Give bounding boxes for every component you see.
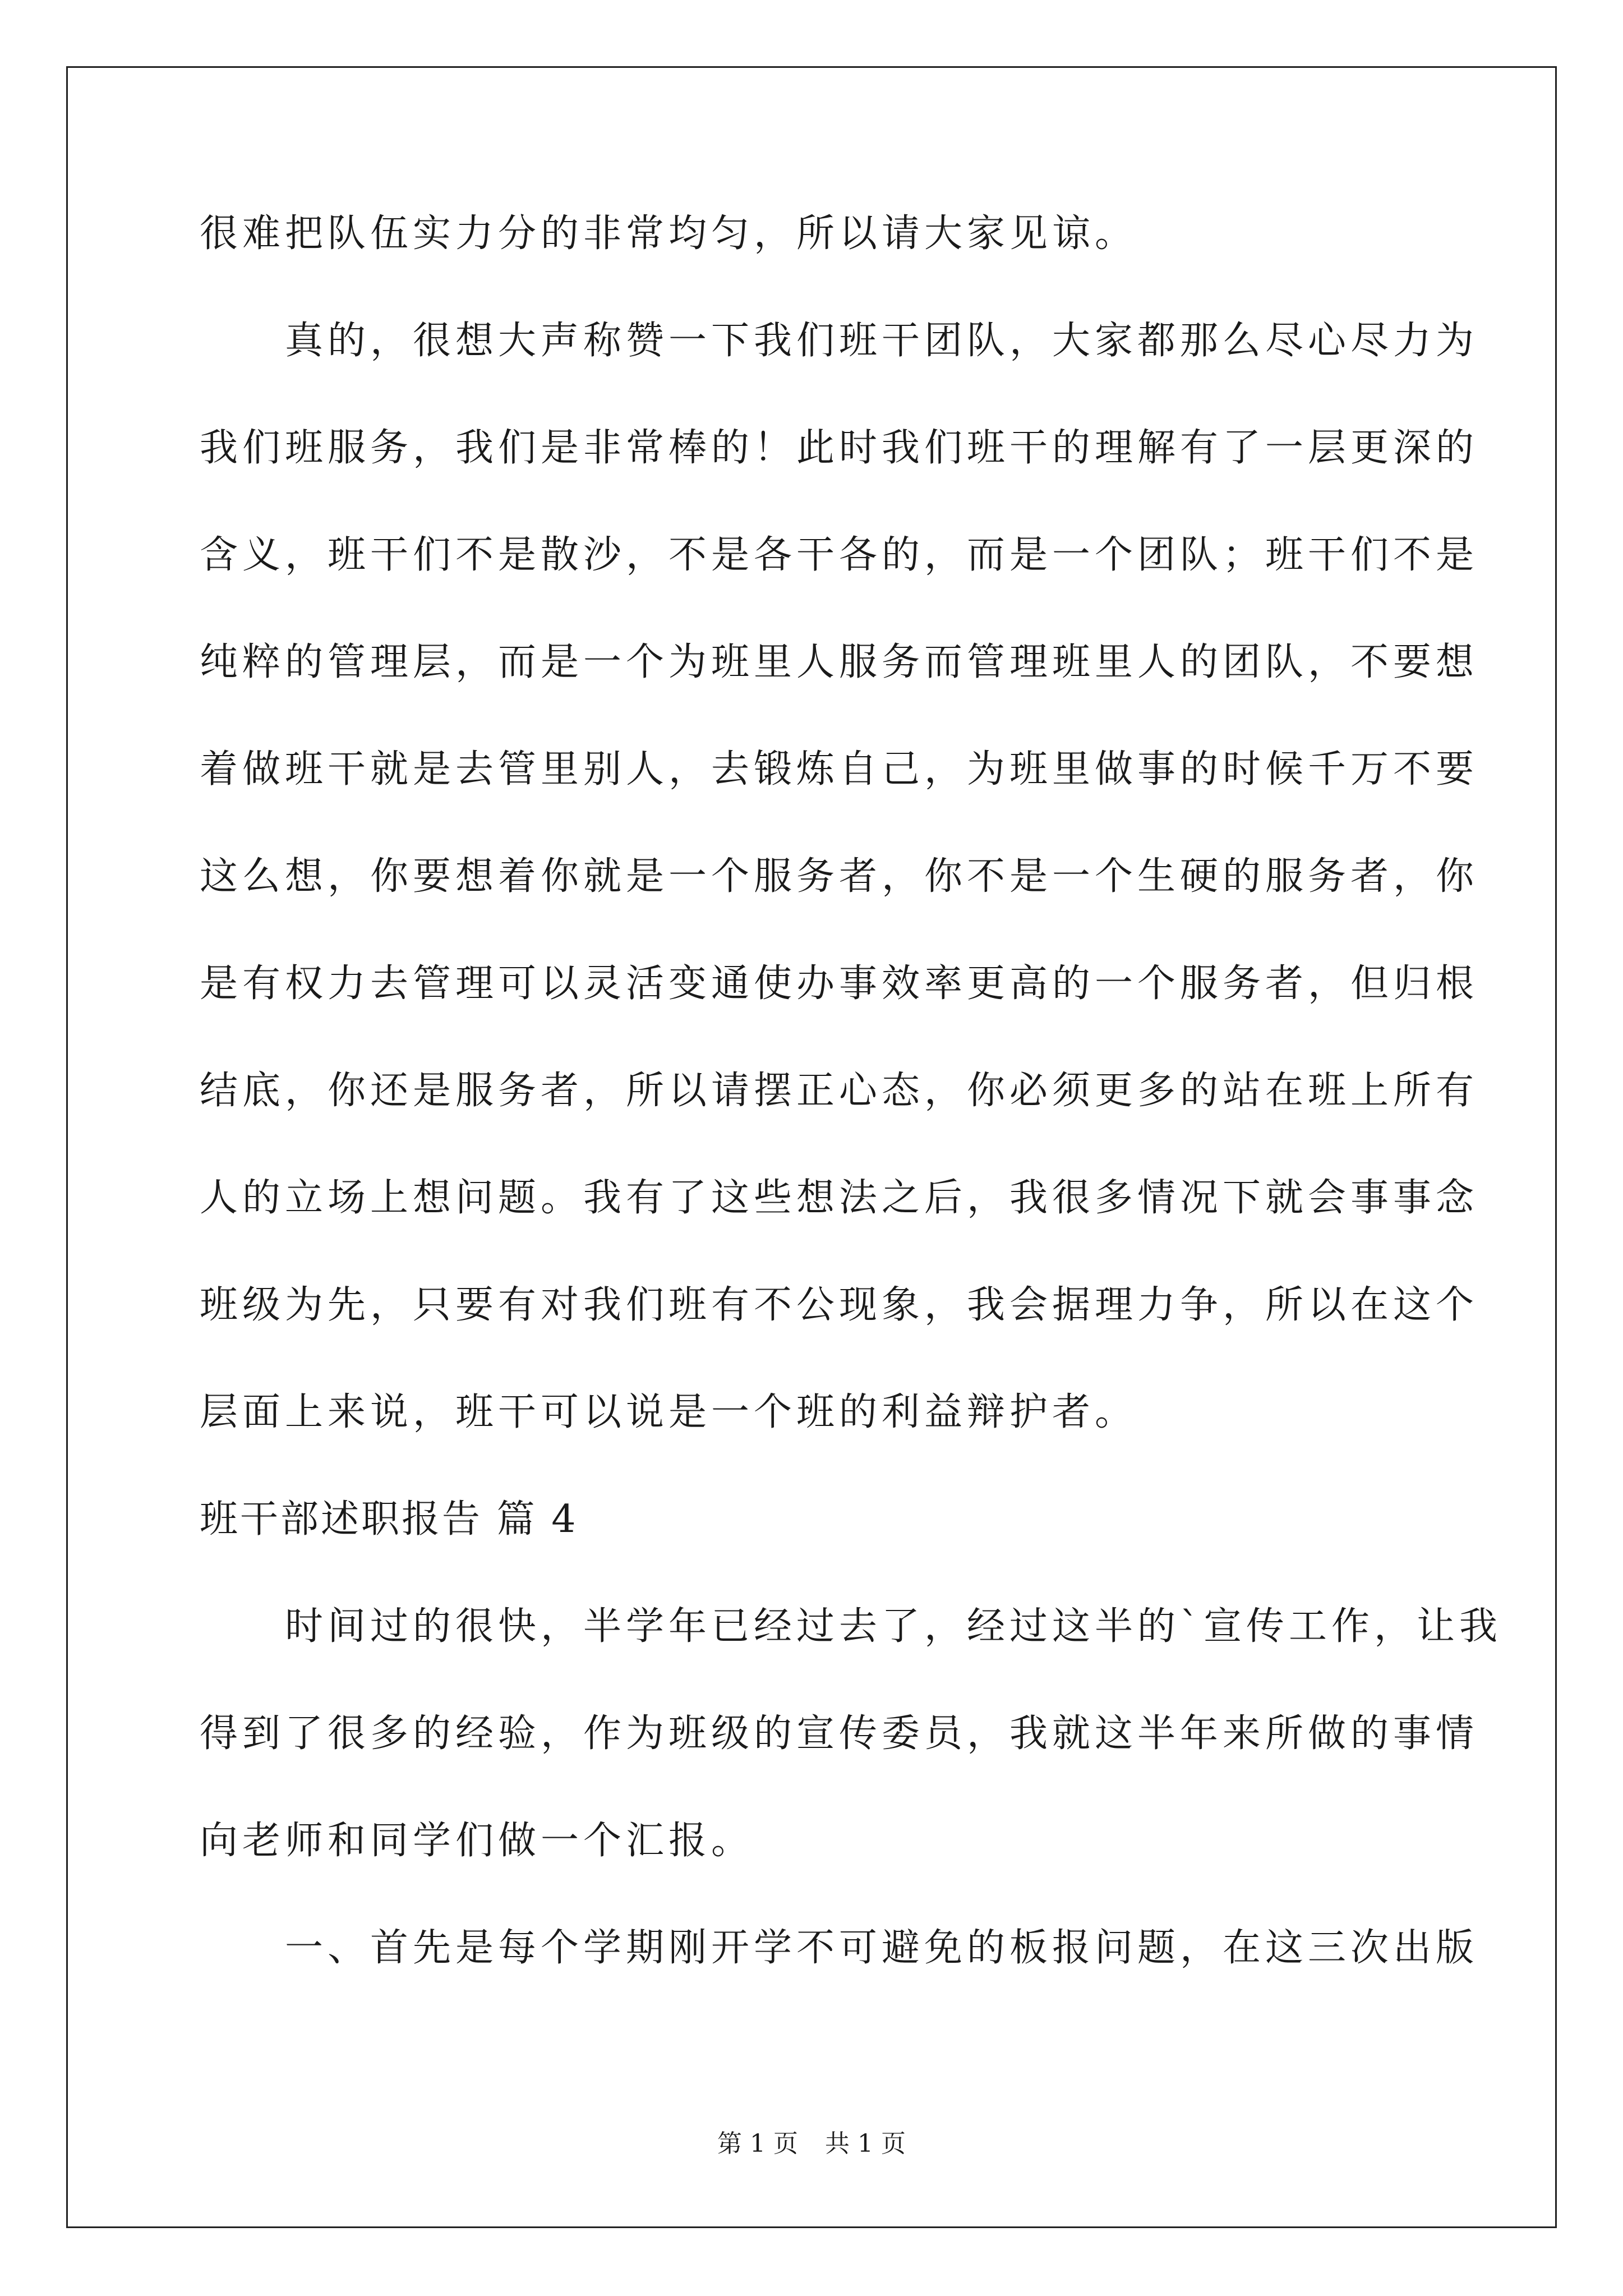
text-line: 向老师和同学们做一个汇报。 [200, 1819, 754, 1863]
text-line: 时间过的很快，半学年已经过去了，经过这半的`宣传工作，让我 [285, 1604, 1502, 1649]
text-line: 一、首先是每个学期刚开学不可避免的板报问题，在这三次出版 [285, 1926, 1479, 1970]
page-footer [0, 2127, 1623, 2161]
page-total: 共 1 页 [825, 2129, 906, 2158]
text-line: 很难把队伍实力分的非常均匀，所以请大家见谅。 [200, 211, 1138, 256]
text-line: 是有权力去管理可以灵活变通使办事效率更高的一个服务者，但归根 [200, 961, 1479, 1006]
document-body [200, 204, 1502, 2026]
text-line: 我们班服务，我们是非常棒的！此时我们班干的理解有了一层更深的 [200, 426, 1479, 470]
text-line: 真的，很想大声称赞一下我们班干团队，大家都那么尽心尽力为 [285, 319, 1479, 363]
text-line: 着做班干就是去管里别人，去锻炼自己，为班里做事的时候千万不要 [200, 747, 1479, 792]
text-line: 含义，班干们不是散沙，不是各干各的，而是一个团队；班干们不是 [200, 533, 1479, 577]
section-heading: 班干部述职报告 篇 4 [200, 1497, 578, 1542]
text-line: 得到了很多的经验，作为班级的宣传委员，我就这半年来所做的事情 [200, 1711, 1479, 1756]
page-number: 第 1 页 [717, 2129, 798, 2158]
text-line: 人的立场上想问题。我有了这些想法之后，我很多情况下就会事事念 [200, 1176, 1479, 1220]
text-line: 班级为先，只要有对我们班有不公现象，我会据理力争，所以在这个 [200, 1283, 1479, 1327]
text-line: 这么想，你要想着你就是一个服务者，你不是一个生硬的服务者，你 [200, 854, 1479, 899]
text-line: 纯粹的管理层，而是一个为班里人服务而管理班里人的团队，不要想 [200, 640, 1479, 684]
text-line: 层面上来说，班干可以说是一个班的利益辩护者。 [200, 1390, 1138, 1434]
text-line: 结底，你还是服务者，所以请摆正心态，你必须更多的站在班上所有 [200, 1069, 1479, 1113]
